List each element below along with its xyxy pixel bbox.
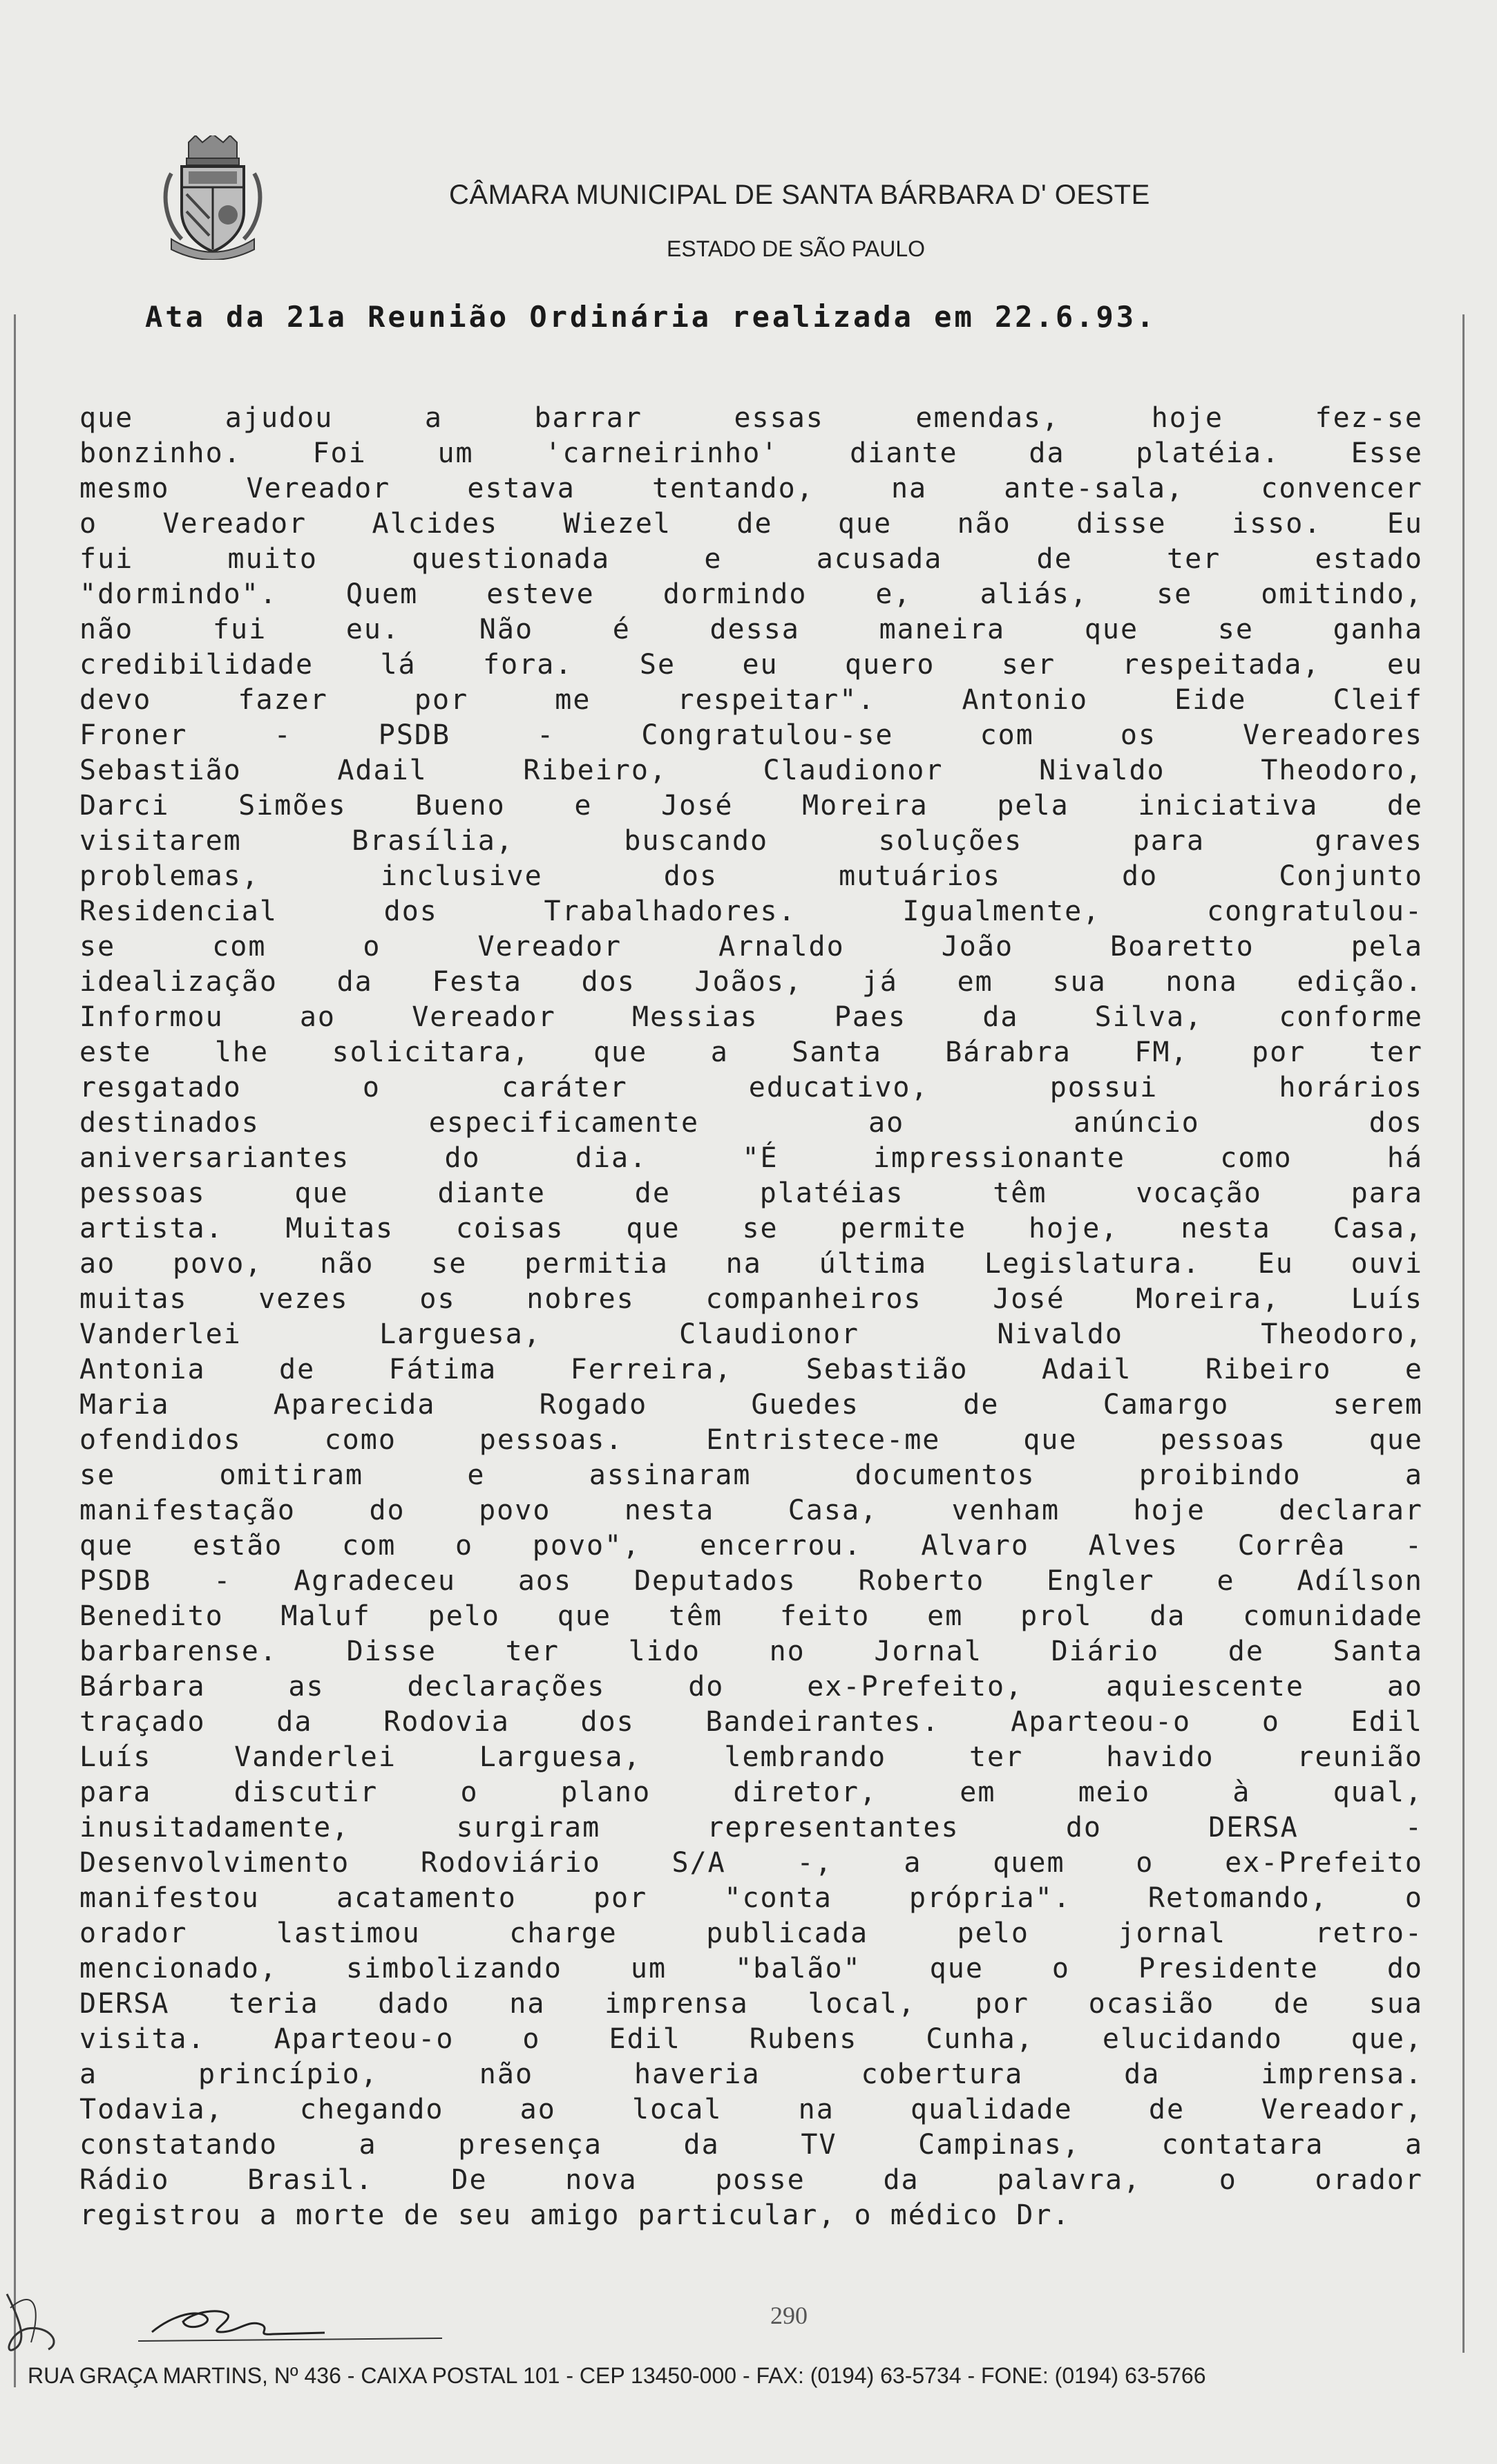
body-line: Informou ao Vereador Messias Paes da Silva, conforme bbox=[79, 1001, 1423, 1033]
body-line: Froner - PSDB - Congratulou-se com os Vereadores bbox=[79, 719, 1423, 751]
state-name: ESTADO DE SÃO PAULO bbox=[667, 236, 926, 261]
body-line: Darci Simões Bueno e José Moreira pela iniciativa de bbox=[79, 790, 1423, 822]
body-line: este lhe solicitara, que a Santa Bárabra FM, por ter bbox=[79, 1036, 1423, 1068]
body-line: Maria Aparecida Rogado Guedes de Camargo serem bbox=[79, 1389, 1423, 1421]
body-line: mencionado, simbolizando um "balão" que o Presidente do bbox=[79, 1953, 1423, 1984]
body-line: Vanderlei Larguesa, Claudionor Nivaldo Theodoro, bbox=[79, 1318, 1423, 1350]
body-line: visitarem Brasília, buscando soluções para graves bbox=[79, 825, 1423, 857]
body-line: inusitadamente, surgiram representantes do DERSA - bbox=[79, 1812, 1423, 1844]
body-line: que estão com o povo", encerrou. Alvaro Alves Corrêa - bbox=[79, 1530, 1423, 1562]
body-line: idealização da Festa dos Joãos, já em sua nona edição. bbox=[79, 966, 1423, 998]
body-line: problemas, inclusive dos mutuários do Conjunto bbox=[79, 860, 1423, 892]
body-line: o Vereador Alcides Wiezel de que não disse isso. Eu bbox=[79, 508, 1423, 540]
body-line: Luís Vanderlei Larguesa, lembrando ter havido reunião bbox=[79, 1741, 1423, 1773]
body-line: Benedito Maluf pelo que têm feito em prol da comunidade bbox=[79, 1600, 1423, 1632]
body-line: Residencial dos Trabalhadores. Igualmente, congratulou- bbox=[79, 895, 1423, 927]
body-line: traçado da Rodovia dos Bandeirantes. Aparteou-o o Edil bbox=[79, 1706, 1423, 1738]
body-line: Todavia, chegando ao local na qualidade de Vereador, bbox=[79, 2094, 1423, 2125]
institution-name: CÂMARA MUNICIPAL DE SANTA BÁRBARA D' OESTE bbox=[449, 180, 1150, 210]
body-line: a princípio, não haveria cobertura da imprensa. bbox=[79, 2058, 1423, 2090]
body-line: se com o Vereador Arnaldo João Boaretto pela bbox=[79, 931, 1423, 963]
body-line: Bárbara as declarações do ex-Prefeito, aquiescente ao bbox=[79, 1671, 1423, 1703]
body-line: Sebastião Adail Ribeiro, Claudionor Nivaldo Theodoro, bbox=[79, 755, 1423, 786]
body-line: pessoas que diante de platéias têm vocação para bbox=[79, 1177, 1423, 1209]
body-line: resgatado o caráter educativo, possui horários bbox=[79, 1072, 1423, 1103]
body-line: que ajudou a barrar essas emendas, hoje fez-se bbox=[79, 402, 1423, 434]
body-line: Antonia de Fátima Ferreira, Sebastião Adail Ribeiro e bbox=[79, 1354, 1423, 1385]
body-line: aniversariantes do dia. "É impressionante como há bbox=[79, 1142, 1423, 1174]
body-line: manifestou acatamento por "conta própria". Retomando, o bbox=[79, 1882, 1423, 1914]
body-line: Desenvolvimento Rodoviário S/A -, a quem o ex-Prefeito bbox=[79, 1847, 1423, 1879]
body-line: não fui eu. Não é dessa maneira que se ganha bbox=[79, 614, 1423, 645]
body-line: se omitiram e assinaram documentos proibindo a bbox=[79, 1459, 1423, 1491]
signature-icon bbox=[0, 2266, 484, 2363]
left-margin-rule bbox=[14, 314, 16, 2387]
body-line: visita. Aparteou-o o Edil Rubens Cunha, elucidando que, bbox=[79, 2023, 1423, 2055]
body-line: barbarense. Disse ter lido no Jornal Diário de Santa bbox=[79, 1636, 1423, 1667]
body-line: PSDB - Agradeceu aos Deputados Roberto Engler e Adílson bbox=[79, 1565, 1423, 1597]
body-line: destinados especificamente ao anúncio dos bbox=[79, 1107, 1423, 1139]
footer-address: RUA GRAÇA MARTINS, Nº 436 - CAIXA POSTAL 101 - CEP 13450-000 - FAX: (0194) 63-5734 - FONE: (0194) 63-5766 bbox=[28, 2363, 1206, 2388]
body-line: para discutir o plano diretor, em meio à qual, bbox=[79, 1776, 1423, 1808]
body-line: bonzinho. Foi um 'carneirinho' diante da platéia. Esse bbox=[79, 437, 1423, 469]
body-line: DERSA teria dado na imprensa local, por ocasião de sua bbox=[79, 1988, 1423, 2020]
body-line: ao povo, não se permitia na última Legislatura. Eu ouvi bbox=[79, 1248, 1423, 1280]
coat-of-arms-icon bbox=[158, 135, 268, 260]
minutes-body bbox=[79, 401, 1423, 2233]
body-line: mesmo Vereador estava tentando, na ante-sala, convencer bbox=[79, 473, 1423, 504]
body-line: fui muito questionada e acusada de ter estado bbox=[79, 543, 1423, 575]
body-line: constatando a presença da TV Campinas, contatara a bbox=[79, 2129, 1423, 2161]
body-line: artista. Muitas coisas que se permite hoje, nesta Casa, bbox=[79, 1213, 1423, 1244]
body-line: "dormindo". Quem esteve dormindo e, aliás, se omitindo, bbox=[79, 578, 1423, 610]
body-line: Rádio Brasil. De nova posse da palavra, o orador bbox=[79, 2164, 1423, 2196]
body-line: ofendidos como pessoas. Entristece-me que pessoas que bbox=[79, 1424, 1423, 1456]
body-line: muitas vezes os nobres companheiros José Moreira, Luís bbox=[79, 1283, 1423, 1315]
body-line: devo fazer por me respeitar". Antonio Eide Cleif bbox=[79, 684, 1423, 716]
minutes-title: Ata da 21a Reunião Ordinária realizada em 22.6.93. bbox=[145, 300, 1157, 334]
page-number: 290 bbox=[770, 2302, 808, 2329]
body-line: orador lastimou charge publicada pelo jornal retro- bbox=[79, 1917, 1423, 1949]
body-line: credibilidade lá fora. Se eu quero ser respeitada, eu bbox=[79, 649, 1423, 681]
right-margin-rule bbox=[1462, 314, 1465, 2353]
body-line: manifestação do povo nesta Casa, venham hoje declarar bbox=[79, 1495, 1423, 1526]
body-line: registrou a morte de seu amigo particular, o médico Dr. bbox=[79, 2199, 1071, 2231]
